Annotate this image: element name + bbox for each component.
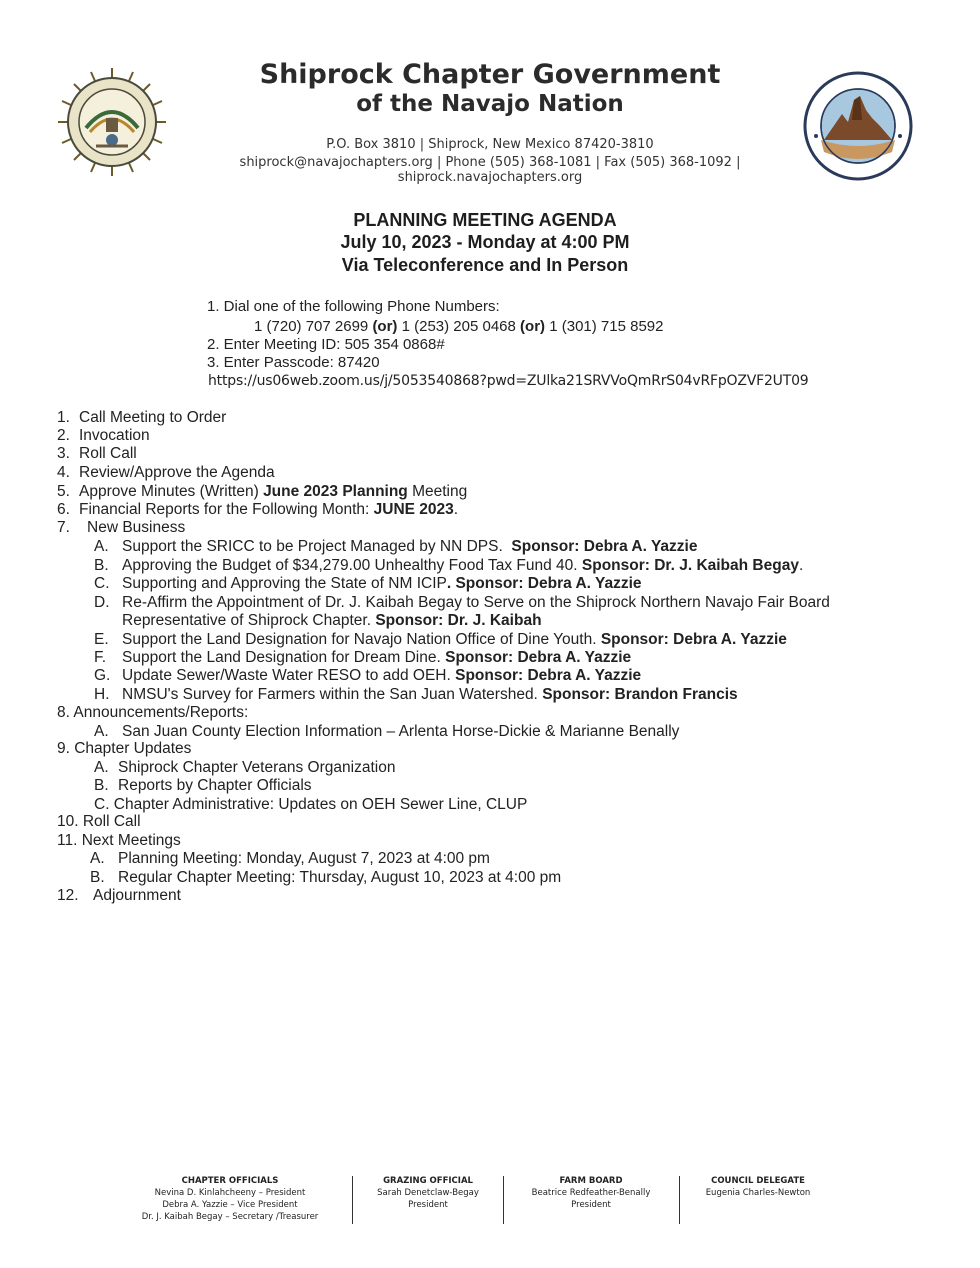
dial-step-1: 1. Dial one of the following Phone Numbers:: [207, 298, 500, 315]
zoom-link[interactable]: https://us06web.zoom.us/j/5053540868?pwd=ZUlka21SRVVoQmRrS04vRFpOZVF2UT09: [208, 373, 809, 389]
shiprock-chapter-seal-logo: [802, 70, 914, 182]
phone-number: 1 (253) 205 0468: [401, 318, 516, 335]
agenda-item: 9. Chapter Updates: [57, 740, 192, 757]
organization-address: P.O. Box 3810 | Shiprock, New Mexico 87420-3810: [326, 137, 654, 152]
agenda-subitem: C. Chapter Administrative: Updates on OEH Sewer Line, CLUP: [94, 796, 528, 813]
navajo-nation-seal-logo: [56, 66, 168, 178]
organization-contact: shiprock@navajochapters.org | Phone (505) 368-1081 | Fax (505) 368-1092 | shiprock.navajochapters.org: [239, 155, 741, 185]
dial-step-2: 2. Enter Meeting ID: 505 354 0868#: [207, 336, 445, 353]
footer-divider: [352, 1176, 353, 1224]
footer-chapter-officials: CHAPTER OFFICIALS Nevina D. Kinlahcheeny – President Debra A. Yazzie – Vice President Dr. J. Kaibah Begay – Secretary /Treasurer: [141, 1176, 319, 1222]
agenda-date: July 10, 2023 - Monday at 4:00 PM: [340, 232, 630, 252]
phone-numbers: [254, 318, 663, 335]
phone-number: 1 (720) 707 2699: [254, 318, 369, 335]
agenda-location: Via Teleconference and In Person: [341, 255, 629, 275]
phone-number: 1 (301) 715 8592: [549, 318, 664, 335]
agenda-item: 11. Next Meetings: [57, 832, 181, 849]
footer-divider: [503, 1176, 504, 1224]
organization-title: Shiprock Chapter Government: [259, 59, 721, 90]
footer-council-delegate: COUNCIL DELEGATE Eugenia Charles-Newton: [705, 1176, 811, 1198]
agenda-item: 10. Roll Call: [57, 813, 141, 830]
agenda-title: PLANNING MEETING AGENDA: [353, 210, 617, 230]
agenda-subitem-continued: Representative of Shiprock Chapter. Sponsor: Dr. J. Kaibah: [122, 612, 542, 629]
or-separator: (or): [372, 318, 398, 335]
or-separator: (or): [520, 318, 546, 335]
footer-grazing-official: GRAZING OFFICIAL Sarah Denetclaw-Begay President: [377, 1176, 479, 1210]
footer-farm-board: FARM BOARD Beatrice Redfeather-Benally President: [531, 1176, 651, 1210]
dial-step-3: 3. Enter Passcode: 87420: [207, 354, 380, 371]
agenda-item: 8. Announcements/Reports:: [57, 704, 249, 721]
footer-divider: [679, 1176, 680, 1224]
organization-subtitle: of the Navajo Nation: [356, 91, 624, 117]
